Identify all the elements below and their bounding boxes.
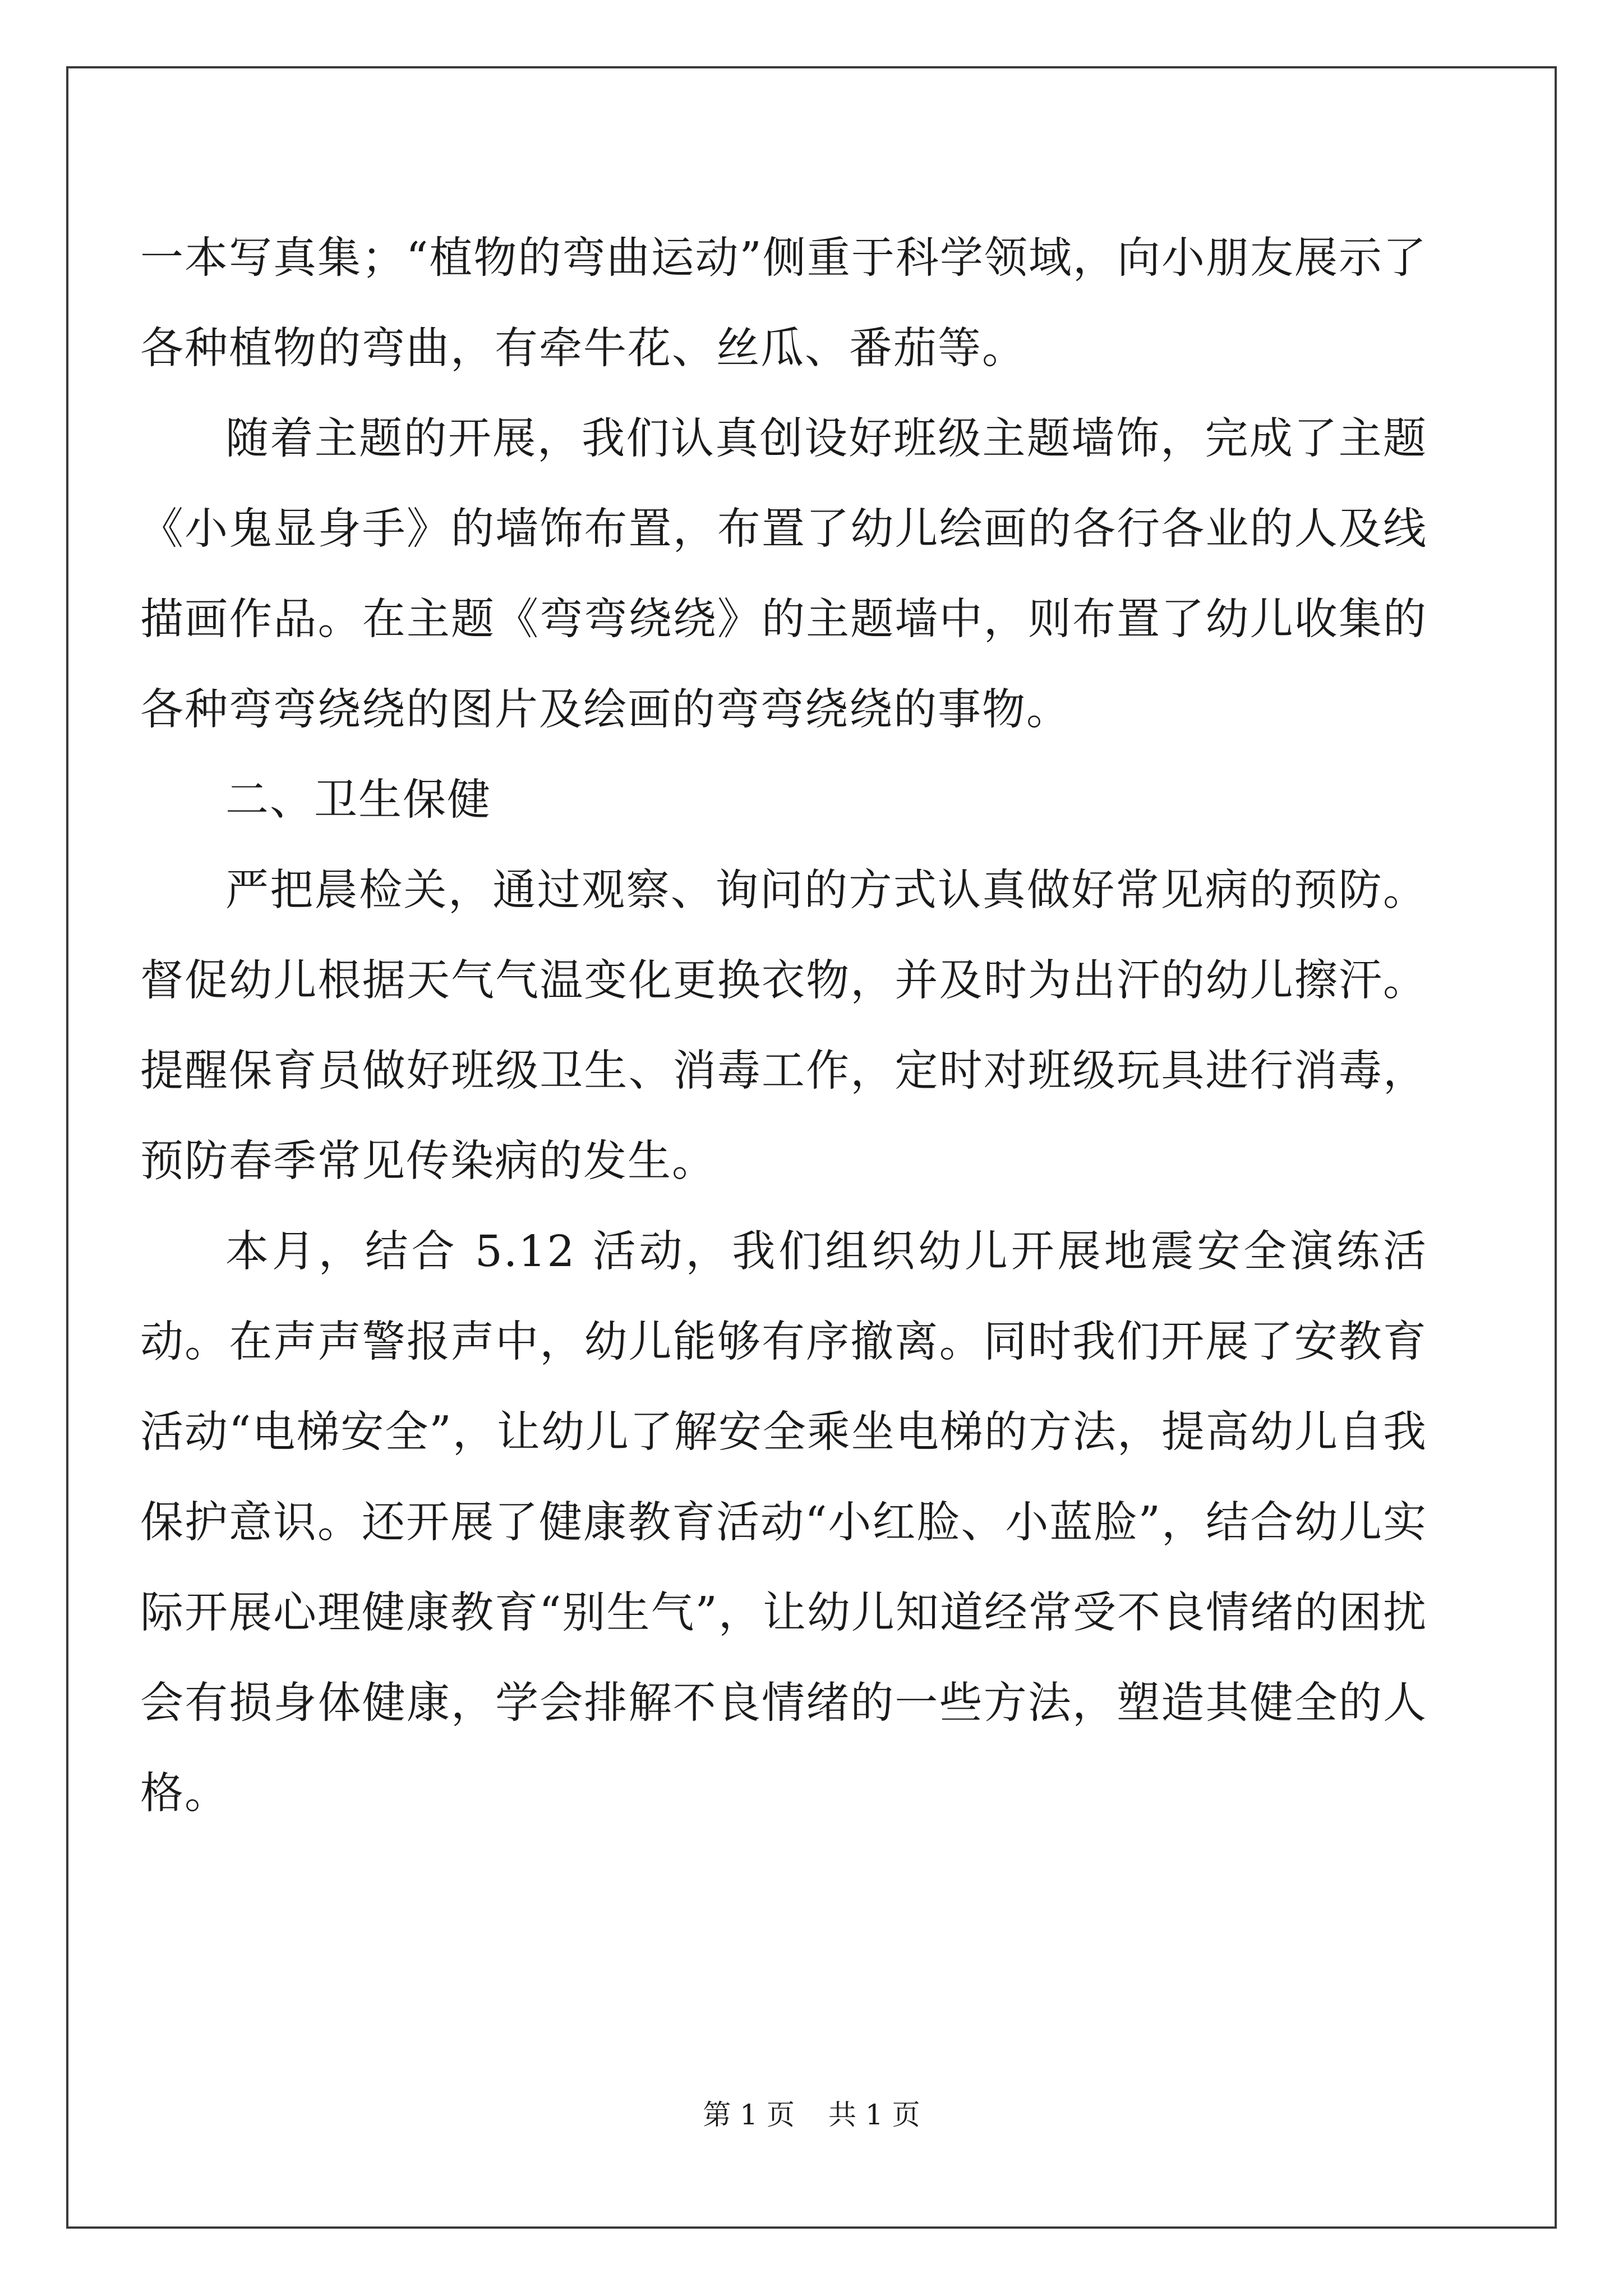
- document-body: [140, 213, 1427, 1839]
- paragraph-continuation: 一本写真集；“植物的弯曲运动”侧重于科学领域，向小朋友展示了各种植物的弯曲，有牵牛花、丝瓜、番茄等。: [140, 233, 1427, 374]
- page-number: 第 1 页: [703, 2099, 795, 2131]
- paragraph-theme-wall: 随着主题的开展，我们认真创设好班级主题墙饰，完成了主题《小鬼显身手》的墙饰布置，布置了幼儿绘画的各行各业的人及线描画作品。在主题《弯弯绕绕》的主题墙中，则布置了幼儿收集的各种弯弯绕绕的图片及绘画的弯弯绕绕的事物。: [140, 414, 1427, 735]
- page-total: 共 1 页: [828, 2099, 920, 2131]
- paragraph-safety-education: 本月，结合 5.12 活动，我们组织幼儿开展地震安全演练活动。在声声警报声中，幼儿能够有序撤离。同时我们开展了安教育活动“电梯安全”，让幼儿了解安全乘坐电梯的方法，提高幼儿自我保护意识。还开展了健康教育活动“小红脸、小蓝脸”，结合幼儿实际开展心理健康教育“别生气”，让幼儿知道经常受不良情绪的困扰会有损身体健康，学会排解不良情绪的一些方法，塑造其健全的人格。: [140, 1227, 1427, 1819]
- page-footer: [0, 2092, 1623, 2133]
- section-heading-health: 二、卫生保健: [225, 775, 491, 825]
- paragraph-health-care: 严把晨检关，通过观察、询问的方式认真做好常见病的预防。督促幼儿根据天气气温变化更换衣物，并及时为出汗的幼儿擦汗。提醒保育员做好班级卫生、消毒工作，定时对班级玩具进行消毒，预防春季常见传染病的发生。: [140, 866, 1427, 1186]
